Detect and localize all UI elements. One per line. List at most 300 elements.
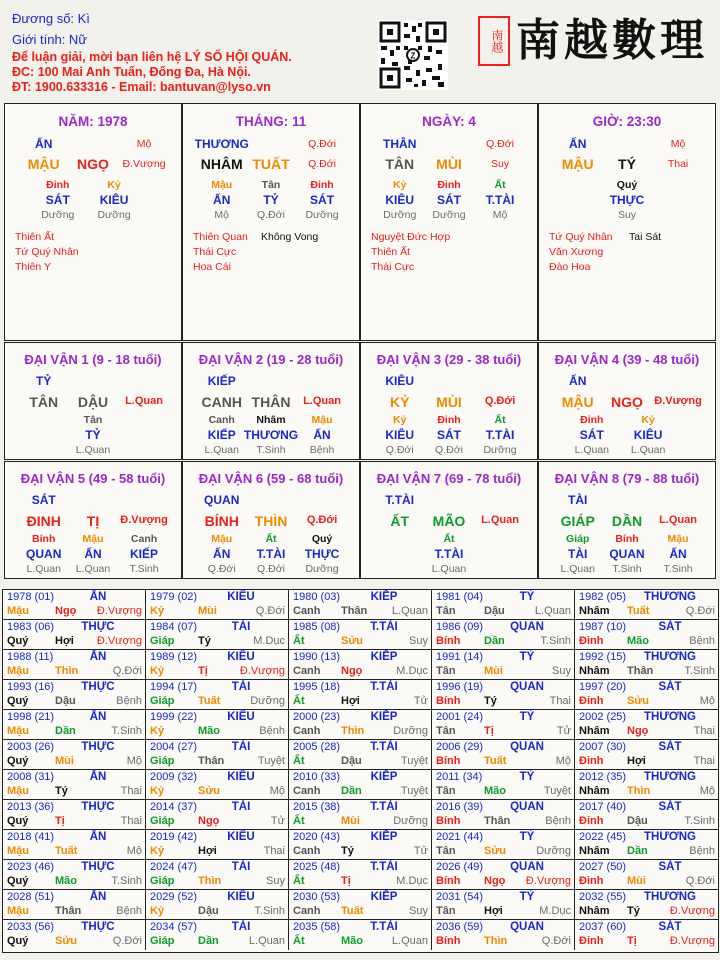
year-ten-god: ẤN (89, 831, 107, 843)
dai-van-hidden-god: T.TÀI (256, 547, 286, 561)
dai-van-branch: THÌN (254, 513, 288, 529)
year-status: Đ.Vượng (96, 605, 142, 617)
dai-van-branch: THÂN (251, 394, 291, 410)
year-branch: Sửu (341, 635, 364, 647)
year-stem: Nhâm (579, 845, 610, 857)
hidden-ten-god: SÁT (45, 193, 70, 207)
hidden-stem: Mậu (211, 179, 233, 191)
year-ten-god: THỰC (81, 741, 115, 753)
dai-van-ten-god: QUAN (204, 493, 240, 507)
year-stem: Mậu (7, 845, 29, 857)
year-stem: Tân (436, 905, 456, 917)
year-branch: Tuất (484, 755, 507, 767)
dai-van-hidden-stem: Canh (130, 533, 158, 545)
logo-text: 南越數理 (516, 15, 708, 66)
year-status: Tuyệt (543, 785, 571, 797)
year-status: Đ.Vượng (96, 635, 142, 647)
year-cell (146, 590, 289, 620)
pillar-4 (538, 103, 716, 341)
dai-van-hidden-status: T.Sinh (612, 563, 642, 575)
ten-god-stem: ẤN (569, 137, 587, 151)
year-branch: Sửu (484, 845, 507, 857)
dai-van-hidden-god: TỶ (85, 428, 101, 442)
year-label: 2004 (27) (150, 741, 198, 753)
year-status: M.Dục (539, 905, 571, 917)
year-branch: Thân (198, 755, 225, 767)
year-status: Đ.Vượng (525, 875, 571, 887)
dai-van-hidden-status: Bệnh (309, 444, 335, 456)
dai-van-title: ĐẠI VẬN 2 (19 - 28 tuổi) (198, 352, 344, 367)
year-ten-god: T.TÀI (370, 801, 398, 813)
year-branch: Tý (341, 845, 354, 857)
year-status: T.Sinh (684, 665, 715, 677)
year-status: Tử (413, 845, 428, 857)
year-branch: Dần (484, 635, 505, 647)
year-cell (575, 920, 718, 950)
earthly-branch: MÙI (436, 156, 462, 172)
dai-van-hidden-status: L.Quan (574, 444, 610, 456)
year-cell (289, 740, 432, 770)
year-stem: Tân (436, 725, 456, 737)
year-ten-god: THƯƠNG (644, 711, 696, 723)
dai-van-ten-god: ẤN (569, 374, 587, 388)
year-status: Tử (413, 695, 428, 707)
year-ten-god: TỶ (519, 891, 535, 903)
year-ten-god: TỶ (519, 831, 535, 843)
year-ten-god: SÁT (658, 681, 682, 693)
year-cell (432, 680, 575, 710)
year-status: Mộ (699, 785, 715, 797)
year-status: Mộ (699, 695, 715, 707)
hidden-ten-god: SÁT (437, 193, 461, 207)
dai-van-stem: CANH (201, 394, 242, 410)
year-label: 1982 (05) (579, 591, 627, 603)
year-stem: Ất (293, 635, 305, 647)
year-stem: Đinh (579, 635, 604, 647)
year-stem: Quý (7, 935, 29, 947)
year-branch: Hợi (341, 695, 360, 707)
year-ten-god: KIẾP (370, 831, 398, 843)
dai-van-hidden-stem: Kỷ (393, 414, 407, 426)
year-branch: Tuất (55, 845, 78, 857)
year-status: Suy (552, 665, 571, 677)
year-label: 2002 (25) (579, 711, 627, 723)
year-label: 1986 (09) (436, 621, 484, 633)
star-item: Tứ Quý Nhân (15, 246, 79, 258)
year-cell (146, 830, 289, 860)
year-ten-god: THƯƠNG (644, 891, 696, 903)
year-label: 1995 (18) (293, 681, 341, 693)
year-status: Thai (693, 725, 715, 737)
hidden-ten-god: THỰC (609, 193, 645, 207)
year-label: 1988 (11) (7, 651, 54, 663)
year-status: Thai (263, 845, 285, 857)
year-label: 1999 (22) (150, 711, 198, 723)
year-label: 2012 (35) (579, 771, 627, 783)
dai-van-hidden-god: THƯƠNG (243, 428, 299, 442)
hidden-status: Dưỡng (41, 209, 75, 221)
year-cell (146, 710, 289, 740)
dai-van-stem: ĐINH (26, 513, 61, 529)
year-status: T.Sinh (111, 725, 142, 737)
year-branch: Ngọ (341, 665, 363, 677)
year-branch: Tuất (198, 695, 221, 707)
branch-status: Q.Đới (308, 158, 336, 170)
year-cell (3, 740, 146, 770)
hidden-status: Mộ (492, 209, 508, 221)
year-stem: Kỷ (150, 665, 165, 677)
dai-van-hidden-status: Dưỡng (305, 563, 339, 575)
year-status: Mộ (126, 755, 142, 767)
year-stem: Giáp (150, 875, 175, 887)
year-label: 1996 (19) (436, 681, 484, 693)
dai-van-status: L.Quan (659, 514, 697, 526)
year-status: Dưỡng (536, 845, 571, 857)
dai-van-6 (182, 461, 360, 579)
gioi-tinh: Giới tính: Nữ (12, 32, 88, 47)
year-label: 2015 (38) (293, 801, 341, 813)
year-ten-god: THƯƠNG (644, 771, 696, 783)
year-cell (146, 920, 289, 950)
year-stem: Ất (293, 875, 305, 887)
dai-van-title: ĐẠI VẬN 5 (49 - 58 tuổi) (20, 471, 166, 486)
year-cell (575, 800, 718, 830)
year-label: 2009 (32) (150, 771, 198, 783)
year-label: 2024 (47) (150, 861, 198, 873)
year-status: Q.Đới (685, 605, 715, 617)
dai-van-status: L.Quan (125, 395, 163, 407)
year-cell (146, 800, 289, 830)
dai-van-hidden-stem: Mậu (82, 533, 104, 545)
dai-van-hidden-god: SÁT (437, 428, 461, 442)
year-label: 1985 (08) (293, 621, 341, 633)
year-cell (3, 830, 146, 860)
year-branch: Hợi (198, 845, 217, 857)
year-label: 2007 (30) (579, 741, 627, 753)
year-cell (3, 680, 146, 710)
year-stem: Giáp (150, 935, 175, 947)
stem-status: Q.Đới (486, 138, 514, 150)
dai-van-status: L.Quan (303, 395, 341, 407)
year-ten-god: THỰC (81, 801, 115, 813)
hidden-stem: Quý (616, 179, 638, 191)
year-cell (432, 620, 575, 650)
year-branch: Hợi (484, 905, 503, 917)
dai-van-status: Đ.Vượng (654, 395, 702, 407)
year-stem: Canh (293, 725, 321, 737)
year-cell (575, 770, 718, 800)
address-line: ĐC: 100 Mai Anh Tuấn, Đống Đa, Hà Nội. (12, 65, 251, 79)
year-branch: Dần (627, 845, 648, 857)
year-status: Dưỡng (250, 695, 285, 707)
year-stem: Giáp (150, 695, 175, 707)
year-stem: Quý (7, 635, 29, 647)
year-ten-god: THƯƠNG (644, 651, 696, 663)
hidden-status: Suy (617, 209, 637, 221)
year-status: M.Dục (253, 635, 285, 647)
dai-van-ten-god: KIÊU (385, 374, 415, 388)
year-stem: Bính (436, 875, 461, 887)
qr-code-icon (378, 20, 448, 90)
heavenly-stem: MẬU (561, 156, 594, 172)
year-branch: Tị (198, 665, 208, 677)
year-stem: Quý (7, 875, 29, 887)
stem-status: Mộ (136, 138, 152, 150)
year-ten-god: KIẾP (370, 591, 398, 603)
year-status: Dưỡng (393, 815, 428, 827)
dai-van-hidden-god: KIẾP (130, 547, 159, 561)
hidden-status: Dưỡng (432, 209, 466, 221)
dai-van-status: Q.Đới (306, 514, 338, 526)
year-ten-god: QUAN (510, 801, 544, 813)
year-ten-god: KIÊU (227, 711, 255, 723)
year-cell (575, 680, 718, 710)
year-ten-god: THỰC (81, 621, 115, 633)
year-label: 2016 (39) (436, 801, 484, 813)
year-ten-god: T.TÀI (370, 861, 398, 873)
year-ten-god: QUAN (510, 681, 544, 693)
year-cell (3, 860, 146, 890)
year-stem: Kỷ (150, 725, 165, 737)
year-status: Bệnh (689, 635, 715, 647)
dai-van-hidden-status: L.Quan (560, 563, 595, 575)
year-ten-god: TỶ (519, 591, 535, 603)
dai-van-hidden-god: ẤN (213, 547, 231, 561)
year-label: 2028 (51) (7, 891, 55, 903)
dai-van-hidden-status: L.Quan (26, 563, 61, 575)
year-branch: Dậu (55, 695, 76, 707)
dai-van-hidden-stem: Bính (615, 533, 639, 545)
year-ten-god: TỶ (519, 711, 535, 723)
hidden-status: Q.Đới (257, 209, 285, 221)
dai-van-hidden-status: Q.Đới (257, 563, 285, 575)
pillar-3 (360, 103, 538, 341)
dai-van-2 (182, 342, 360, 460)
hidden-stem: Kỷ (393, 179, 407, 191)
year-branch: Thìn (341, 725, 365, 737)
year-cell (432, 650, 575, 680)
year-cell (289, 800, 432, 830)
year-cell (146, 860, 289, 890)
hidden-status: Dưỡng (97, 209, 131, 221)
dai-van-5 (4, 461, 182, 579)
year-cell (575, 590, 718, 620)
year-ten-god: QUAN (510, 861, 544, 873)
star-item: Thiên Ất (15, 231, 55, 243)
year-cell (3, 890, 146, 920)
year-ten-god: THỰC (81, 861, 115, 873)
pillar-title: THÁNG: 11 (235, 114, 307, 129)
dai-van-hidden-god: QUAN (609, 547, 645, 561)
year-label: 2001 (24) (436, 711, 484, 723)
dai-van-hidden-god: ẤN (313, 428, 331, 442)
year-label: 1987 (10) (579, 621, 627, 633)
year-label: 1979 (02) (150, 591, 198, 603)
branch-status: Đ.Vượng (122, 158, 166, 170)
star-item: Thái Cực (193, 246, 237, 258)
year-stem: Canh (293, 845, 321, 857)
dai-van-hidden-status: Q.Đới (207, 563, 236, 575)
year-label: 2031 (54) (436, 891, 484, 903)
earthly-branch: TÝ (618, 156, 636, 172)
earthly-branch: NGỌ (77, 156, 109, 172)
year-branch: Tị (55, 815, 65, 827)
year-label: 2018 (41) (7, 831, 55, 843)
dai-van-stem: KỶ (389, 394, 410, 410)
year-branch: Ngọ (484, 875, 506, 887)
year-branch: Mão (627, 635, 649, 647)
year-label: 1989 (12) (150, 651, 198, 663)
year-status: Bệnh (259, 725, 285, 737)
year-ten-god: THƯƠNG (644, 591, 696, 603)
dai-van-hidden-stem: Bính (32, 533, 56, 545)
year-status: Đ.Vượng (669, 935, 715, 947)
year-ten-god: KIẾP (370, 651, 398, 663)
year-stem: Mậu (7, 725, 29, 737)
dai-van-hidden-status: L.Quan (630, 444, 666, 456)
logo-seal: 南越 (478, 16, 510, 66)
heavenly-stem: TÂN (385, 156, 415, 172)
year-status: Bệnh (116, 695, 142, 707)
year-branch: Mùi (198, 605, 217, 617)
ten-god-stem: ẤN (35, 137, 53, 151)
star-item: Tai Sát (629, 231, 662, 243)
heavenly-stem: NHÂM (200, 156, 243, 172)
dai-van-branch: TỊ (86, 513, 100, 529)
dai-van-hidden-status: T.Sinh (129, 563, 159, 575)
dai-van-hidden-stem: Nhâm (256, 414, 286, 426)
year-stem: Mậu (7, 905, 29, 917)
year-ten-god: TÀI (231, 741, 251, 753)
year-branch: Thìn (198, 875, 222, 887)
year-label: 1994 (17) (150, 681, 198, 693)
year-status: Suy (409, 905, 428, 917)
year-branch: Tý (627, 905, 640, 917)
year-branch: Tị (627, 935, 637, 947)
dai-van-hidden-god: KIẾP (207, 428, 236, 442)
year-branch: Mão (198, 725, 220, 737)
dai-van-title: ĐẠI VẬN 1 (9 - 18 tuổi) (24, 352, 162, 367)
hidden-ten-god: ẤN (213, 193, 231, 207)
year-branch: Hợi (55, 635, 74, 647)
dai-van-hidden-god: ẤN (84, 547, 102, 561)
year-branch: Dần (55, 725, 76, 737)
year-cell (432, 590, 575, 620)
year-cell (3, 590, 146, 620)
dai-van-title: ĐẠI VẬN 8 (79 - 88 tuổi) (554, 471, 700, 486)
year-branch: Tuất (627, 605, 650, 617)
year-stem: Đinh (579, 935, 604, 947)
dai-van-hidden-god: ẤN (669, 547, 687, 561)
year-branch: Tị (341, 875, 351, 887)
year-status: Thai (120, 785, 142, 797)
year-cell (289, 680, 432, 710)
year-status: Thai (549, 695, 571, 707)
dai-van-hidden-god: QUAN (26, 547, 62, 561)
year-status: T.Sinh (111, 875, 142, 887)
dai-van-ten-god: SÁT (31, 493, 56, 507)
year-branch: Tý (55, 785, 68, 797)
dai-van-hidden-stem: Kỷ (641, 414, 655, 426)
year-stem: Bính (436, 635, 461, 647)
year-label: 2020 (43) (293, 831, 341, 843)
year-branch: Mão (55, 875, 77, 887)
dai-van-status: Đ.Vượng (120, 514, 168, 526)
star-item: Hoa Cái (193, 261, 231, 273)
dai-van-status: L.Quan (481, 514, 519, 526)
year-stem: Kỷ (150, 845, 165, 857)
year-label: 2023 (46) (7, 861, 55, 873)
dai-van-status: Q.Đới (484, 395, 516, 407)
star-item: Không Vong (261, 231, 319, 243)
star-item: Văn Xương (549, 246, 604, 258)
star-item: Đào Hoa (549, 261, 591, 273)
year-label: 1991 (14) (436, 651, 484, 663)
year-stem: Quý (7, 755, 29, 767)
year-ten-god: SÁT (658, 861, 682, 873)
pillar-2 (182, 103, 360, 341)
year-label: 1983 (06) (7, 621, 55, 633)
year-ten-god: KIẾP (370, 891, 398, 903)
year-stem: Đinh (579, 695, 604, 707)
hidden-stem: Kỷ (107, 179, 121, 191)
year-branch: Ngọ (627, 725, 649, 737)
year-label: 2034 (57) (150, 921, 198, 933)
year-label: 2003 (26) (7, 741, 55, 753)
year-ten-god: QUAN (510, 621, 544, 633)
hidden-ten-god: KIÊU (385, 193, 415, 207)
dai-van-hidden-status: Q.Đới (385, 444, 414, 456)
year-ten-god: KIẾP (370, 711, 398, 723)
year-stem: Đinh (579, 875, 604, 887)
dai-van-7 (360, 461, 538, 579)
year-status: Suy (409, 635, 428, 647)
hidden-status: Mộ (214, 209, 230, 221)
year-status: Q.Đới (112, 935, 142, 947)
year-stem: Tân (436, 665, 456, 677)
dai-van-hidden-stem: Giáp (566, 533, 590, 545)
year-stem: Nhâm (579, 665, 610, 677)
year-status: Bệnh (689, 845, 715, 857)
year-ten-god: TÀI (231, 681, 251, 693)
year-ten-god: KIÊU (227, 651, 255, 663)
year-branch: Mùi (341, 815, 360, 827)
year-branch: Thân (627, 665, 654, 677)
year-ten-god: KIÊU (227, 891, 255, 903)
year-cell (289, 620, 432, 650)
dai-van-ten-god: TÀI (568, 493, 588, 507)
year-cell (146, 770, 289, 800)
year-cell (289, 830, 432, 860)
dai-van-ten-god: T.TÀI (385, 493, 415, 507)
lyso-logo (478, 10, 714, 72)
dai-van-hidden-stem: Mậu (211, 533, 233, 545)
pillar-title: GIỜ: 23:30 (592, 114, 662, 129)
year-label: 2010 (33) (293, 771, 341, 783)
star-item: Thiên Ất (371, 246, 411, 258)
dai-van-branch: MÃO (432, 513, 466, 529)
year-ten-god: ẤN (89, 711, 107, 723)
year-cell (432, 770, 575, 800)
year-label: 2000 (23) (293, 711, 341, 723)
year-branch: Dần (198, 935, 219, 947)
year-status: Tuyệt (400, 785, 428, 797)
header (0, 0, 720, 100)
dai-van-title: ĐẠI VẬN 4 (39 - 48 tuổi) (554, 352, 700, 367)
year-ten-god: T.TÀI (370, 921, 398, 933)
hidden-stem: Đinh (310, 179, 334, 191)
year-stem: Bính (436, 695, 461, 707)
